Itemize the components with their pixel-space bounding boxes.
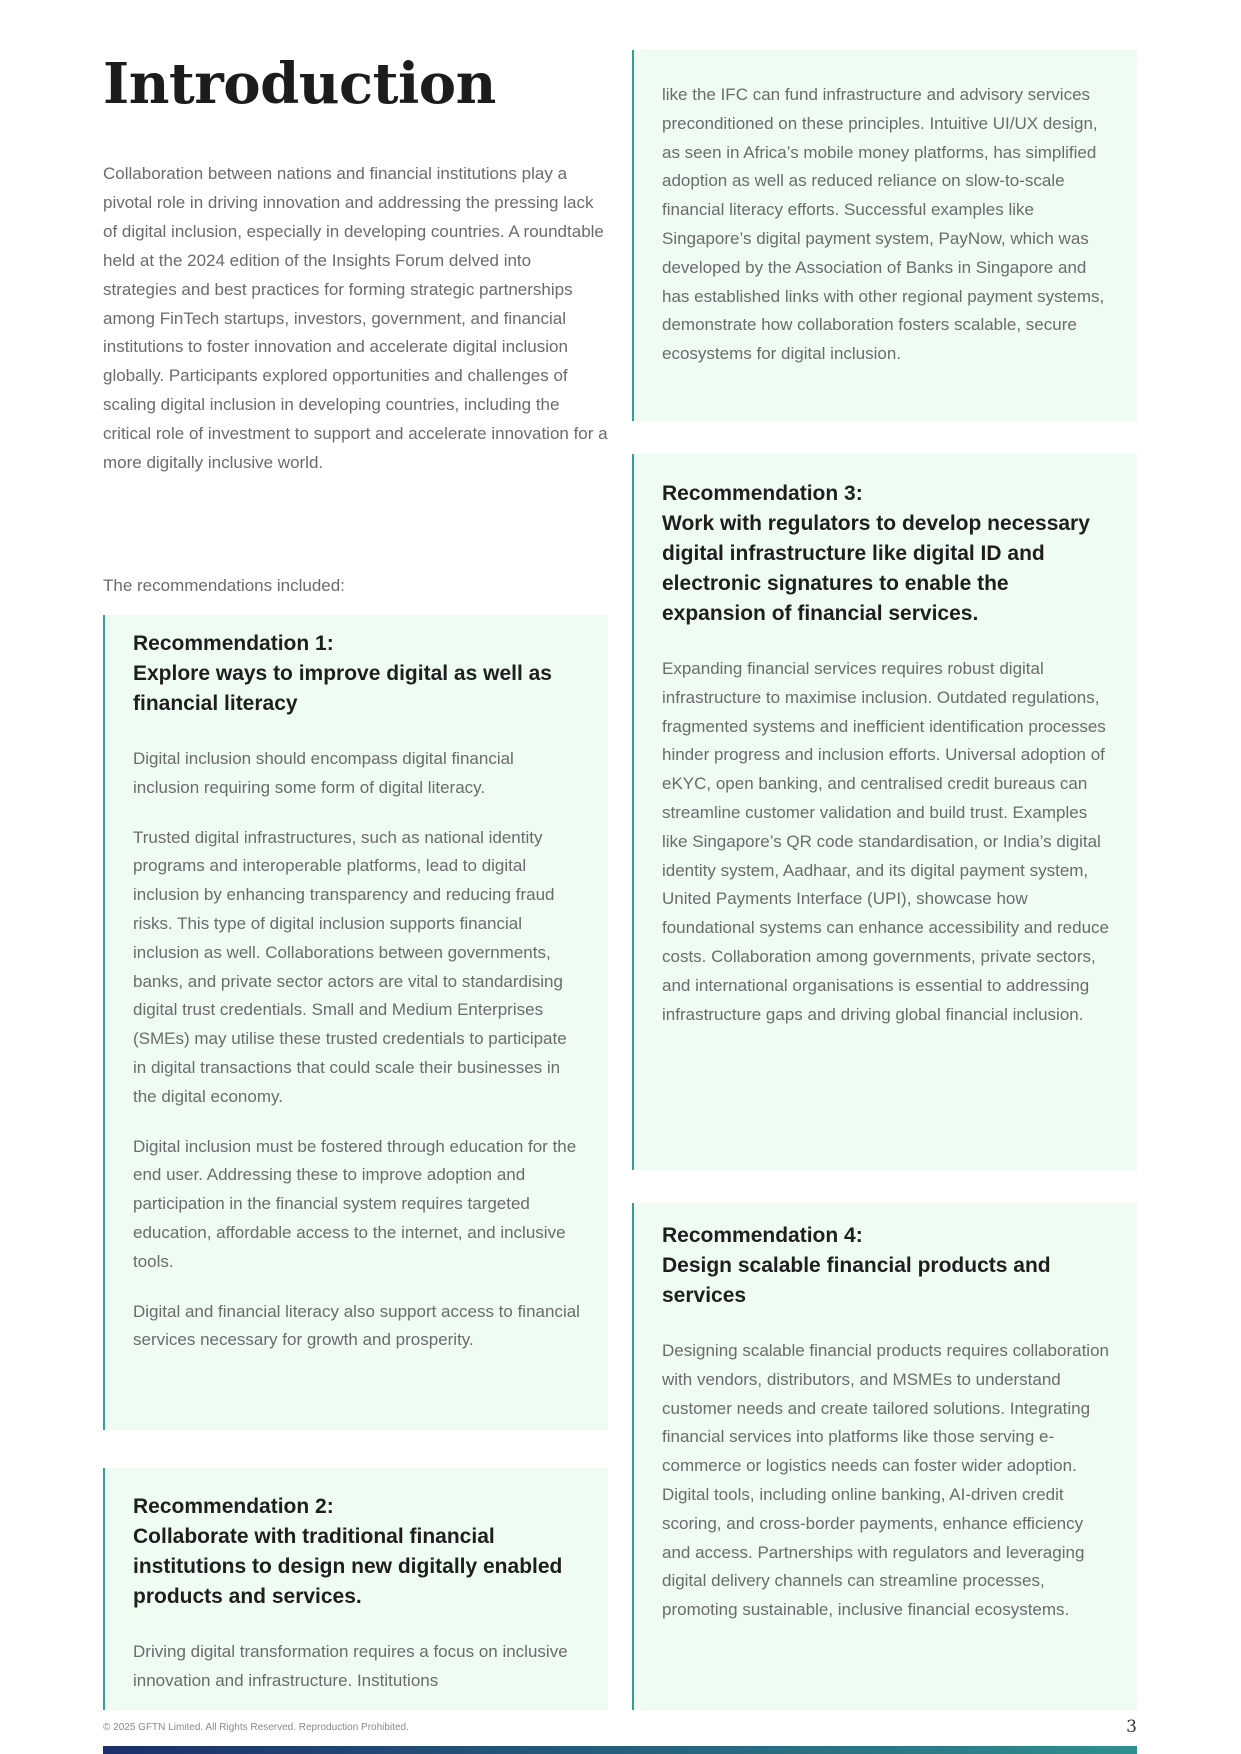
recommendation-2-continuation-body [662,81,1109,369]
copyright-notice: © 2025 GFTN Limited. All Rights Reserved. Reproduction Prohibited. [103,1722,409,1733]
recommendation-1-body [133,745,580,1355]
intro-paragraph: Collaboration between nations and financial institutions play a pivotal role in driving innovation and addressing the pressing lack of digital inclusion, especially in developing countries. A roundtable held at the 2024 edition of the Insights Forum delved into strategies and best practices for forming strategic partnerships among FinTech startups, investors, government, and financial institutions to foster innovation and accelerate digital inclusion globally. Participants explored opportunities and challenges of scaling digital inclusion in developing countries, including the critical role of investment to support and accelerate innovation for a more digitally inclusive world. [103,164,608,473]
recommendation-1-box [103,615,608,1430]
recommendation-4-body [662,1337,1109,1625]
page-title: Introduction [103,51,496,117]
recommendation-2-continuation-box [632,50,1137,421]
recommendation-2-body [133,1638,580,1696]
recommendation-3-label: Recommendation 3: [662,482,863,505]
recommendation-2-label: Recommendation 2: [133,1495,334,1518]
recommendation-1-label: Recommendation 1: [133,632,334,655]
recommendation-2-box [103,1468,608,1710]
recommendation-1-paragraph: Digital inclusion should encompass digital financial inclusion requiring some form of digital literacy. [133,749,514,797]
recommendation-2-continuation-paragraph: like the IFC can fund infrastructure and advisory services preconditioned on these principles. Intuitive UI/UX design, as seen in Africa’s mobile money platforms, has simplified adoption as well as reduced reliance on slow-to-scale financial literacy efforts. Successful examples like Singapore’s digital payment system, PayNow, which was developed by the Association of Banks in Singapore and has established links with other regional payment systems, demonstrate how collaboration fosters scalable, secure ecosystems for digital inclusion. [662,85,1105,364]
recommendation-2-heading: Collaborate with traditional financial institutions to design new digitally enabled products and services. [133,1525,563,1608]
recommendation-1-paragraph: Digital and financial literacy also support access to financial services necessary for growth and prosperity. [133,1301,580,1350]
recommendation-1-paragraph: Trusted digital infrastructures, such as national identity programs and interoperable platforms, lead to digital inclusion by enhancing transparency and reducing fraud risks. This type of digital inclusion supports financial inclusion as well. Collaborations between governments, banks, and private sector actors are vital to standardising digital trust credentials. Small and Medium Enterprises (SMEs) may utilise these trusted credentials to participate in digital transactions that could scale their businesses in the digital economy. [133,827,567,1106]
recommendation-3-box [632,454,1137,1170]
recommendation-3-heading: Work with regulators to develop necessary digital infrastructure like digital ID and electronic signatures to enable the expansion of financial services. [662,512,1090,625]
recommendation-3-paragraph: Expanding financial services requires robust digital infrastructure to maximise inclusion. Outdated regulations, fragmented systems and inefficient identification processes hinder progress and inclusion efforts. Universal adoption of eKYC, open banking, and centralised credit bureaus can streamline customer validation and build trust. Examples like Singapore’s QR code standardisation, or India’s digital identity system, Aadhaar, and its digital payment system, United Payments Interface (UPI), showcase how foundational systems can enhance accessibility and reduce costs. Collaboration among governments, private sectors, and international organisations is essential to addressing infrastructure gaps and driving global financial inclusion. [662,659,1109,1024]
footer-gradient-bar [103,1746,1137,1754]
recommendation-1-paragraph: Digital inclusion must be fostered through education for the end user. Addressing these to improve adoption and participation in the financial system requires targeted education, affordable access to the internet, and inclusive tools. [133,1136,577,1271]
page-number: 3 [1126,1717,1137,1737]
recommendation-4-paragraph: Designing scalable financial products requires collaboration with vendors, distributors, and MSMEs to understand customer needs and create tailored solutions. Integrating financial services into platforms like those serving e-commerce or logistics needs can foster wider adoption. Digital tools, including online banking, AI-driven credit scoring, and cross-border payments, enhance efficiency and access. Partnerships with regulators and leveraging digital delivery channels can streamline processes, promoting sustainable, inclusive financial ecosystems. [662,1341,1109,1620]
recommendation-4-heading: Design scalable financial products and services [662,1254,1051,1307]
recommendation-4-label: Recommendation 4: [662,1224,863,1247]
left-column [103,50,608,595]
recommendation-4-box [632,1203,1137,1710]
recommendation-2-paragraph: Driving digital transformation requires a focus on inclusive innovation and infrastructure. Institutions [133,1642,568,1690]
recommendations-lead: The recommendations included: [103,576,345,595]
recommendation-1-heading: Explore ways to improve digital as well as financial literacy [133,662,552,715]
recommendation-3-body [662,655,1109,1029]
